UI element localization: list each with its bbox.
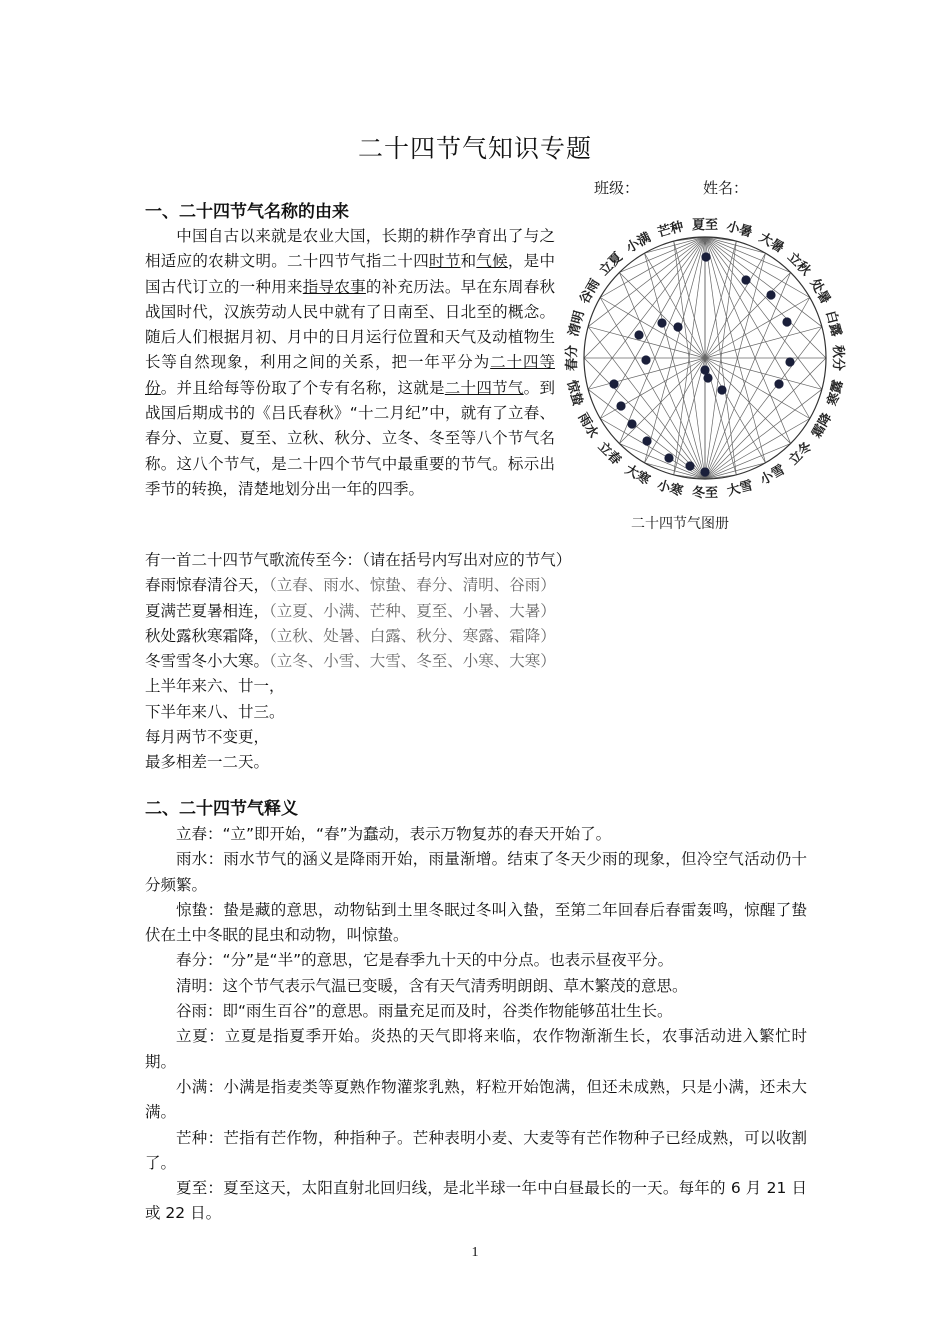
- song-answer: （立冬、小雪、大雪、冬至、小寒、大寒）: [269, 652, 556, 671]
- term-dot: [685, 461, 694, 470]
- diagram-ray: [705, 237, 736, 475]
- term-dot: [766, 290, 775, 299]
- term-label: 霜降: [809, 410, 836, 441]
- term-dot: [774, 379, 783, 388]
- song-line: 秋处露秋寒霜降，（立秋、处暑、白露、秋分、寒露、霜降）: [145, 626, 556, 645]
- diagram-spoke: [588, 327, 705, 358]
- term-label: 小满: [623, 230, 654, 257]
- term-dot: [782, 317, 791, 326]
- term-dot: [657, 318, 666, 327]
- song-tail-line: 上半年来六、廿一，: [145, 677, 285, 696]
- definition-item: 谷雨：即“雨生百谷”的意思。雨量充足而及时，谷类作物能够茁壮生长。: [176, 1002, 673, 1021]
- term-dot: [700, 467, 709, 476]
- term-label: 惊蛰: [563, 378, 585, 408]
- diagram-ray: [619, 272, 705, 479]
- underlined-term: 二十四等份: [145, 353, 555, 397]
- term-label: 大寒: [622, 462, 653, 489]
- term-dot: [664, 453, 673, 462]
- term-label: 芒种: [656, 219, 686, 241]
- term-dot: [627, 419, 636, 428]
- song-line: 夏满芒夏暑相连，（立夏、小满、芒种、夏至、小暑、大暑）: [145, 601, 556, 620]
- term-label: 小暑: [724, 219, 754, 241]
- class-label: 班级：: [594, 179, 640, 197]
- solar-terms-diagram: [560, 210, 850, 510]
- song-answer: （立春、雨水、惊蛰、春分、清明、谷雨）: [269, 576, 556, 595]
- diagram-ray: [619, 237, 705, 444]
- term-label: 小寒: [655, 478, 685, 500]
- term-label: 夏至: [691, 218, 719, 233]
- definition-item: 小满：小满是指麦类等夏熟作物灌浆乳熟，籽粒开始饱满，但还未成熟，只是小满，还未大满。: [145, 1077, 807, 1122]
- underlined-term: 气候: [476, 252, 508, 271]
- term-dot: [701, 252, 710, 261]
- diagram-spoke: [674, 241, 705, 358]
- term-label: 大暑: [756, 230, 787, 257]
- name-label: 姓名：: [703, 179, 749, 197]
- diagram-spoke: [705, 327, 822, 358]
- term-label: 清明: [566, 309, 588, 339]
- definition-item: 春分：“分”是“半”的意思，它是春季九十天的中分点。也表示昼夜平分。: [176, 951, 674, 970]
- section1-paragraph: 中国自古以来就是农业大国，长期的耕作孕育出了与之相适应的农耕文明。二十四节气指二十四时节和气候，是中国古代订立的一种用来指导农事的补充历法。早在东周春秋战国时代，汉族劳动人民中就有了日南至、日北至的概念。随后人们根据月初、月中的日月运行位置和天气及动植物生长等自然现象，利用之间的关系，把一年平分为二十四等份。并且给每等份取了个专有名称，这就是二十四节气。到战国后期成书的《吕氏春秋》“十二月纪”中，就有了立春、春分、立夏、夏至、立秋、秋分、立冬、冬至等八个节气名称。这八个节气，是二十四个节气中最重要的节气。标示出季节的转换，清楚地划分出一年的四季。: [145, 227, 555, 498]
- term-label: 立秋: [784, 249, 814, 279]
- term-label: 小雪: [757, 462, 788, 489]
- underlined-term: 指导农事: [302, 277, 366, 296]
- underlined-term: 二十四节气: [444, 378, 524, 397]
- song-answer: （立秋、处暑、白露、秋分、寒露、霜降）: [269, 626, 556, 645]
- term-label: 立春: [594, 439, 624, 469]
- figure-caption: 二十四节气图册: [631, 516, 729, 532]
- diagram-ray: [705, 241, 736, 479]
- underlined-term: 时节: [429, 252, 461, 271]
- term-label: 白露: [822, 309, 844, 339]
- song-line: 春雨惊春清谷天，（立春、雨水、惊蛰、春分、清明、谷雨）: [145, 576, 556, 595]
- diagram-spoke: [674, 358, 705, 475]
- term-dot: [741, 275, 750, 284]
- definition-item: 夏至：夏至这天，太阳直射北回归线，是北半球一年中白昼最长的一天。每年的 6 月 21 日或 22 日。: [145, 1179, 807, 1223]
- term-dot: [616, 401, 625, 410]
- diagram-ray: [705, 237, 766, 463]
- page-number: 1: [471, 1245, 479, 1260]
- term-dot: [642, 436, 651, 445]
- diagram-ray: [645, 253, 706, 479]
- term-dot: [700, 365, 709, 374]
- song-intro: 有一首二十四节气歌流传至今：（请在括号内写出对应的节气）: [145, 551, 572, 569]
- term-dot: [785, 357, 794, 366]
- term-label: 谷雨: [577, 276, 604, 307]
- term-dot: [673, 322, 682, 331]
- term-label: 冬至: [691, 486, 719, 501]
- definition-item: 立春：“立”即开始，“春”为蠢动，表示万物复苏的春天开始了。: [176, 825, 612, 843]
- song-answer: （立夏、小满、芒种、夏至、小暑、大暑）: [269, 601, 556, 620]
- page-title: 二十四节气知识专题: [357, 134, 592, 163]
- definition-item: 芒种：芒指有芒作物，种指种子。芒种表明小麦、大麦等有芒作物种子已经成熟，可以收割了。: [145, 1128, 807, 1172]
- definition-item: 雨水：雨水节气的涵义是降雨开始，雨量渐增。结束了冬天少雨的现象，但冷空气活动仍十分频繁。: [145, 850, 807, 894]
- song-block: [145, 548, 571, 776]
- term-dot: [634, 330, 643, 339]
- term-label: 雨水: [574, 410, 601, 441]
- song-line: 冬雪雪冬小大寒。（立冬、小雪、大雪、冬至、小寒、大寒）: [145, 652, 556, 671]
- diagram-ray: [705, 272, 791, 479]
- term-label: 立冬: [786, 439, 816, 469]
- term-label: 秋分: [830, 344, 845, 372]
- diagram-spoke: [600, 298, 705, 359]
- definition-item: 清明：这个节气表示气温已变暖，含有天气清秀明朗朗、草木繁茂的意思。: [176, 976, 688, 995]
- term-label: 立夏: [596, 249, 626, 279]
- term-dot: [717, 385, 726, 394]
- term-label: 寒露: [825, 378, 847, 408]
- term-dot: [703, 373, 712, 382]
- term-label: 处暑: [806, 276, 833, 307]
- song-tail-line: 下半年来八、廿三。: [145, 702, 285, 721]
- diagram-ray: [705, 237, 791, 444]
- song-tail-line: 每月两节不变更，: [145, 728, 270, 747]
- diagram-ray: [674, 237, 705, 475]
- definitions-list: [145, 822, 807, 1227]
- term-label: 大雪: [725, 478, 755, 500]
- definition-item: 立夏：立夏是指夏季开始。炎热的天气即将来临，农作物渐渐生长，农事活动进入繁忙时期。: [145, 1027, 807, 1071]
- diagram-spoke: [705, 358, 822, 389]
- definition-item: 惊蛰：蛰是藏的意思，动物钻到土里冬眠过冬叫入蛰，至第二年回春后春雷轰鸣，惊醒了蛰伏在土中冬眠的昆虫和动物，叫惊蛰。: [145, 900, 807, 945]
- section1-heading: 一、二十四节气名称的由来: [145, 202, 349, 222]
- diagram-ray: [674, 241, 705, 479]
- song-tail-line: 最多相差一二天。: [145, 753, 270, 772]
- term-dot: [641, 355, 650, 364]
- term-dot: [609, 379, 618, 388]
- section2-heading: 二、二十四节气释义: [145, 799, 298, 819]
- term-label: 春分: [565, 344, 580, 372]
